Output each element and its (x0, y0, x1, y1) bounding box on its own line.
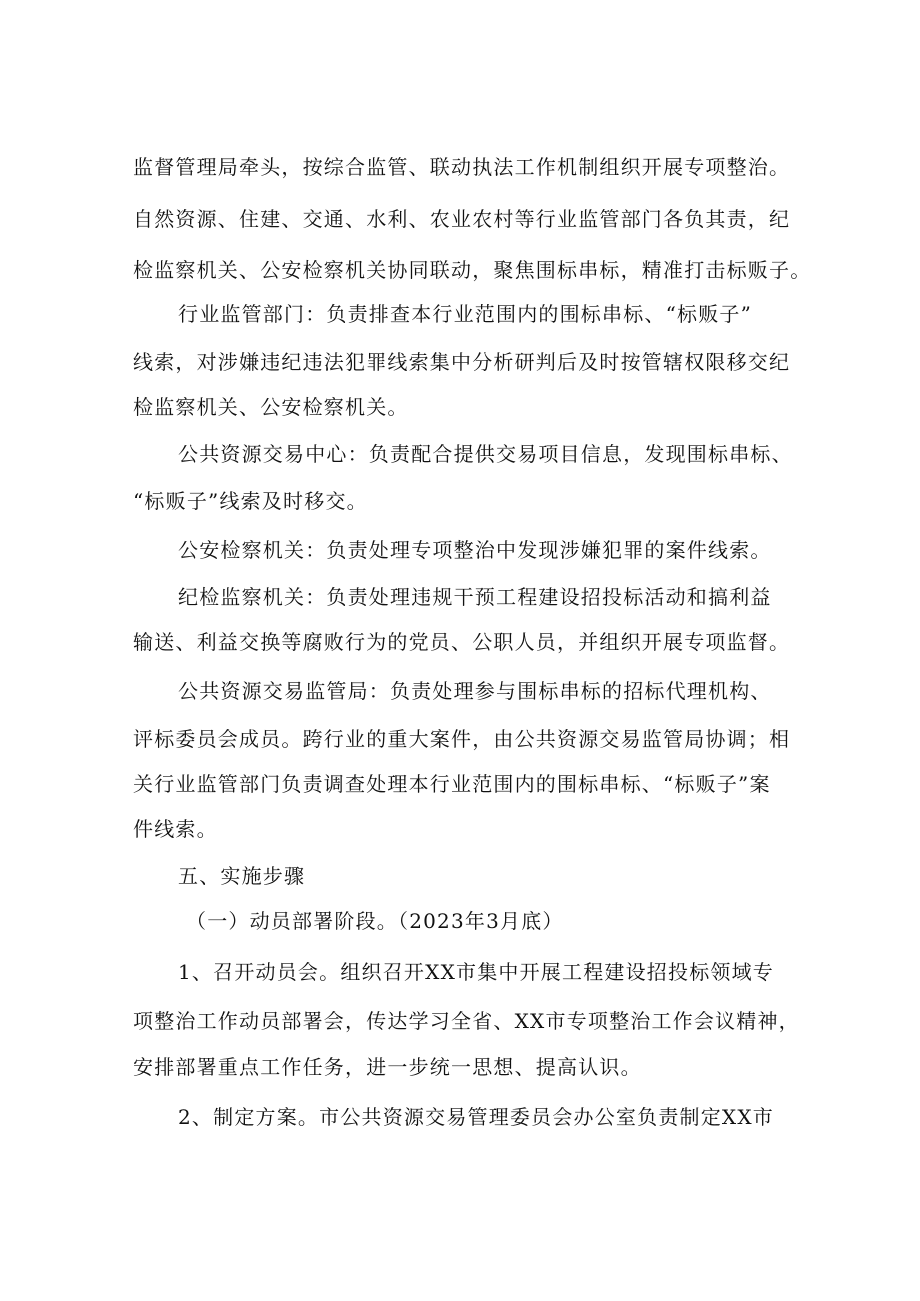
subsection-heading: （一）动员部署阶段。（2023年3月底） (186, 909, 564, 933)
text-line: 关行业监管部门负责调查处理本行业范围内的围标串标、“标贩子”案 (133, 772, 771, 796)
text-line: 自然资源、住建、交通、水利、农业农村等行业监管部门各负其责，纪 (133, 207, 791, 231)
text-line: 件线索。 (133, 817, 218, 841)
text-line: 输送、利益交换等腐败行为的党员、公职人员，并组织开展专项监督。 (133, 630, 791, 654)
text-line: 安排部署重点工作任务，进一步统一思想、提高认识。 (133, 1055, 642, 1079)
text-line: 2、制定方案。市公共资源交易管理委员会办公室负责制定XX市 (178, 1105, 775, 1129)
text-line: 评标委员会成员。跨行业的重大案件，由公共资源交易监管局协调；相 (133, 727, 791, 751)
text-line: 线索，对涉嫌违纪违法犯罪线索集中分析研判后及时按管辖权限移交纪 (133, 350, 791, 374)
text-line: 公安检察机关：负责处理专项整治中发现涉嫌犯罪的案件线索。 (178, 538, 772, 562)
text-line: 检监察机关、公安检察机关。 (133, 395, 409, 419)
text-line: 监督管理局牵头，按综合监管、联动执法工作机制组织开展专项整治。 (133, 155, 791, 179)
text-line: 公共资源交易中心：负责配合提供交易项目信息，发现围标串标、 (178, 442, 793, 466)
text-line: 项整治工作动员部署会，传达学习全省、XX市专项整治工作会议精神， (133, 1009, 800, 1033)
text-line: “标贩子”线索及时移交。 (133, 489, 368, 513)
text-line: 纪检监察机关：负责处理违规干预工程建设招投标活动和搞利益 (178, 585, 772, 609)
text-line: 公共资源交易监管局：负责处理参与围标串标的招标代理机构、 (178, 679, 772, 703)
text-line: 1、召开动员会。组织召开XX市集中开展工程建设招投标领域专 (178, 960, 775, 984)
section-heading: 五、实施步骤 (178, 864, 306, 888)
text-line: 检监察机关、公安检察机关协同联动，聚焦围标串标，精准打击标贩子。 (133, 258, 812, 282)
text-line: 行业监管部门：负责排查本行业范围内的围标串标、“标贩子” (178, 302, 753, 326)
